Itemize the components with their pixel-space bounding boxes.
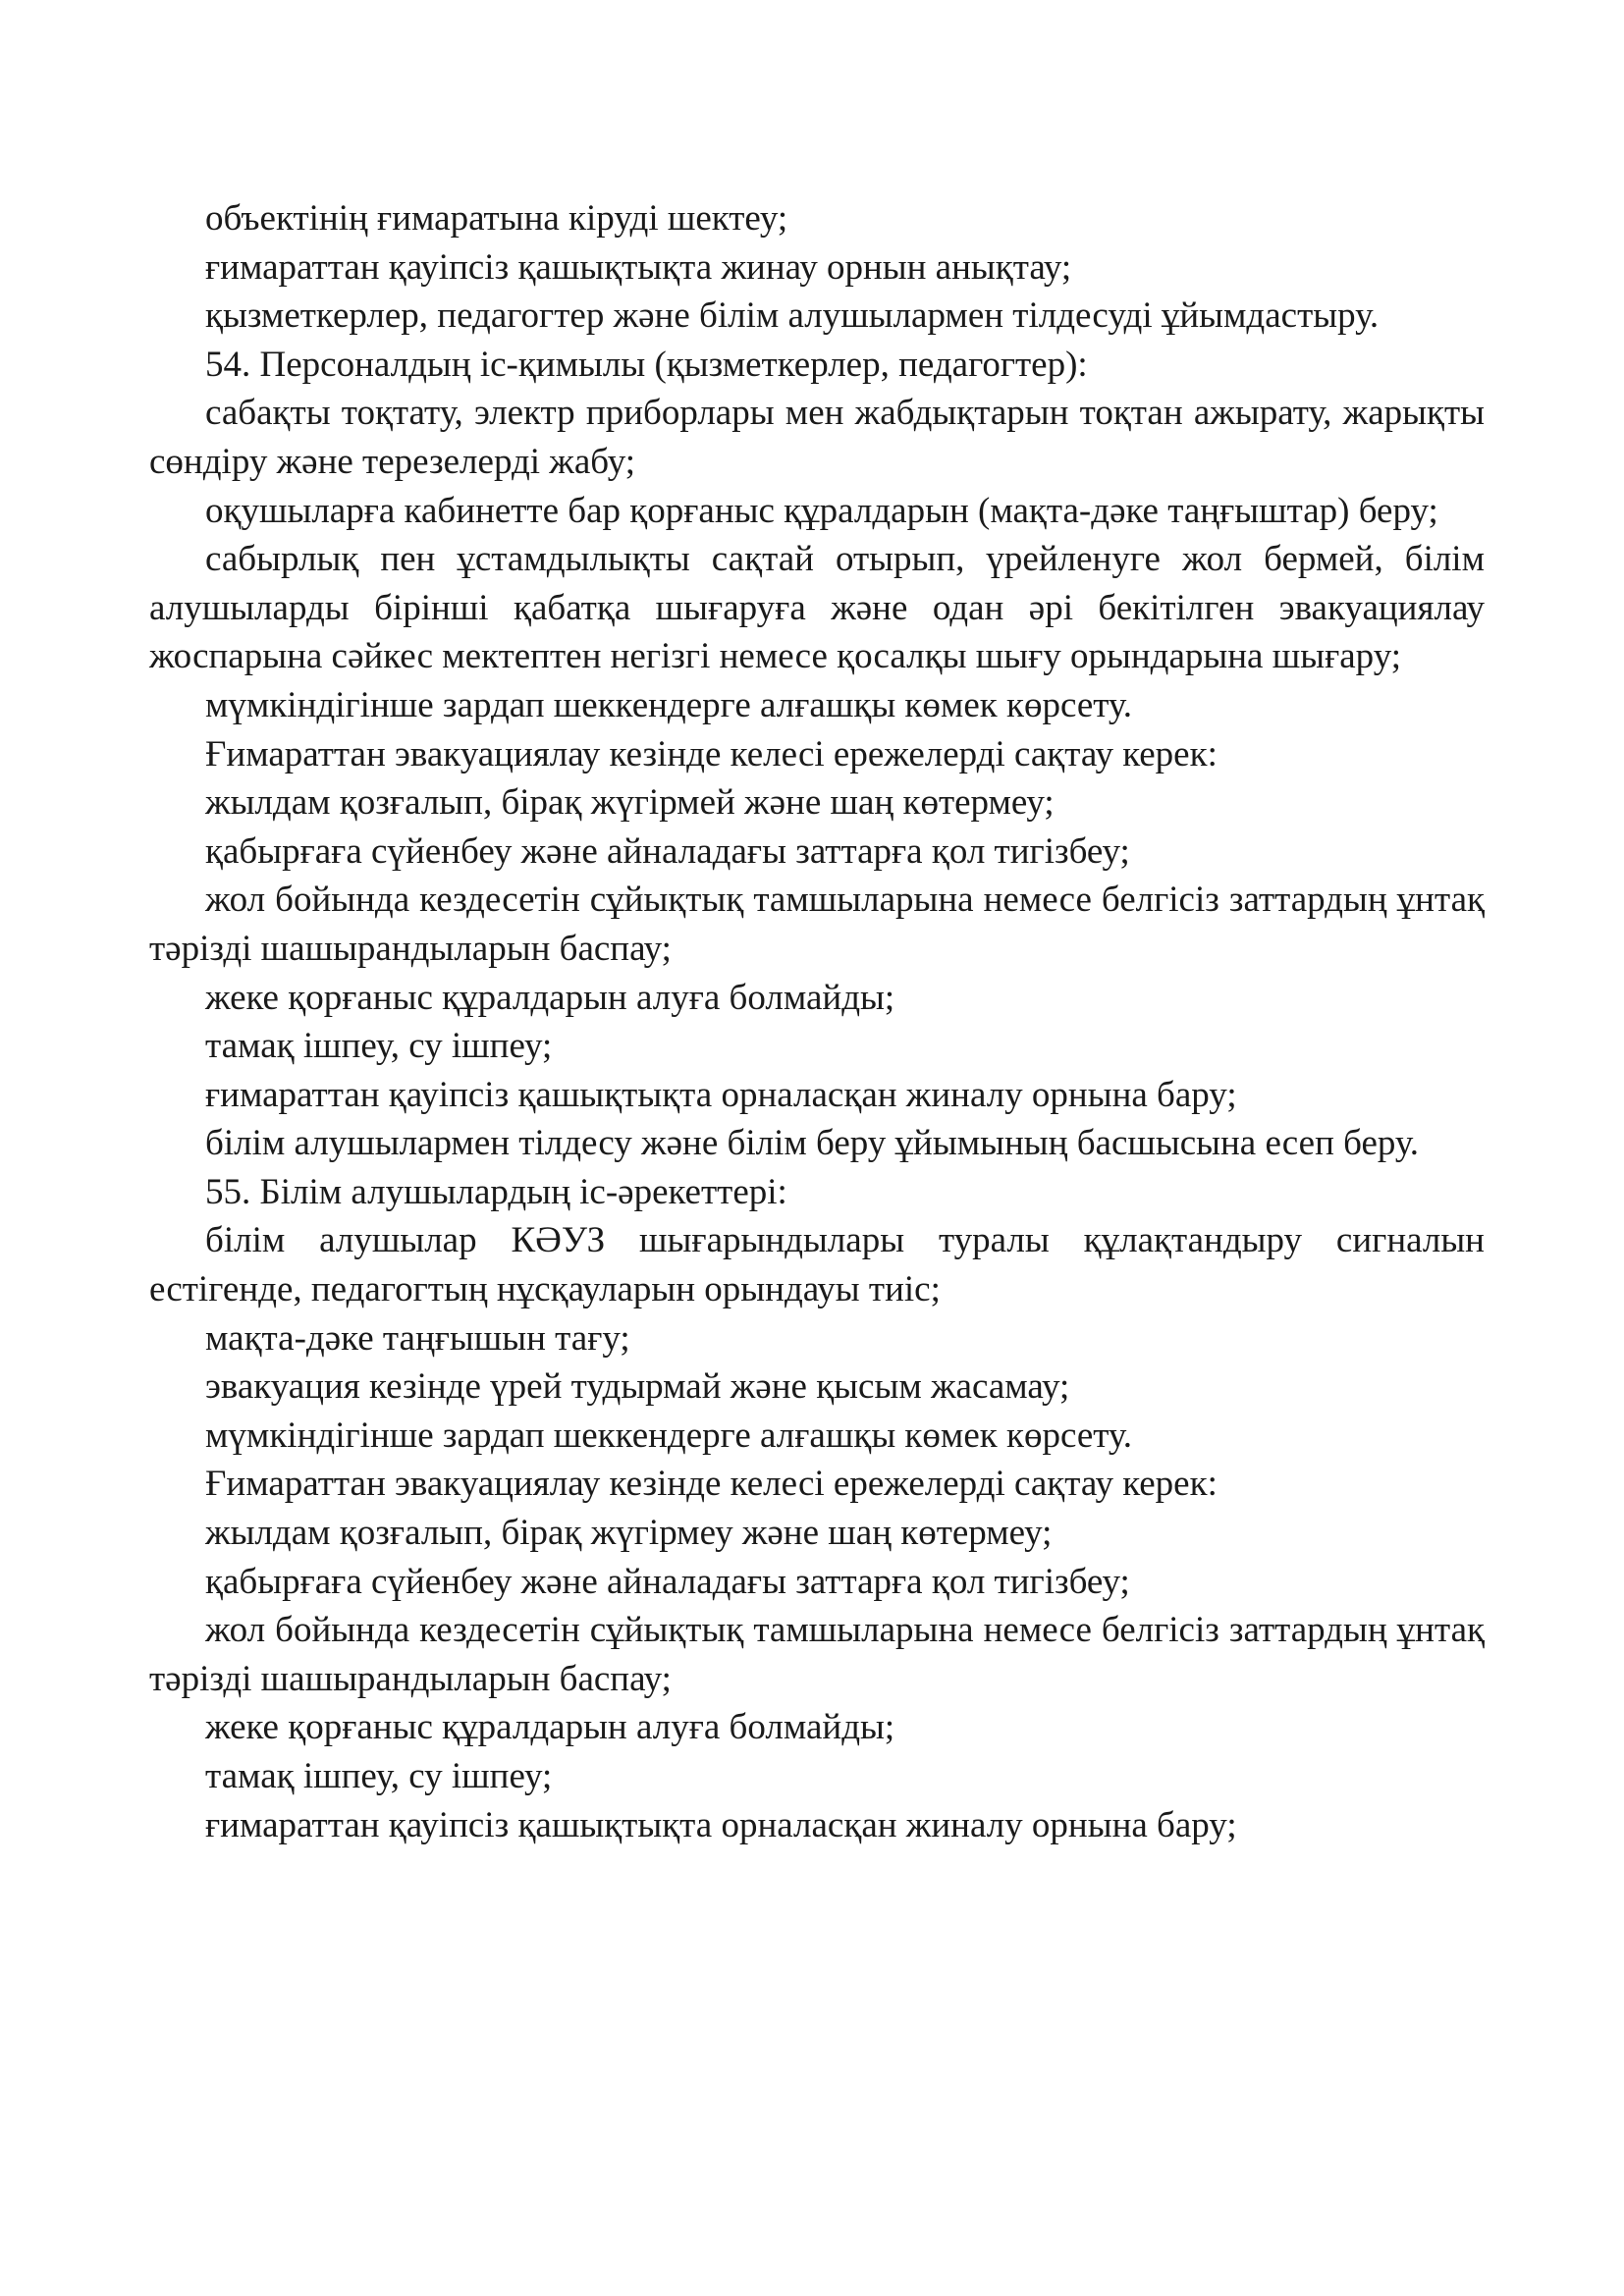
paragraph-18: білім алушылар КӘУЗ шығарындылары туралы құлақтандыру сигналын естігенде, педагогтың нұсқауларын орындауы тиіс; — [149, 1220, 1485, 1310]
paragraph-16: білім алушылармен тілдесу және білім беру ұйымының басшысына есеп беру. — [205, 1123, 1419, 1164]
section-heading-54: 54. Персоналдың іс-қимылы (қызметкерлер, педагогтер): — [205, 344, 1088, 385]
paragraph-26: жеке қорғаныс құралдарын алуға болмайды; — [205, 1707, 895, 1748]
paragraph-20: эвакуация кезінде үрей тудырмай және қысым жасамау; — [205, 1366, 1070, 1408]
paragraph-28: ғимараттан қауіпсіз қашықтықта орналасқан жиналу орнына бару; — [205, 1804, 1237, 1845]
paragraph-3: қызметкерлер, педагогтер және білім алушылармен тілдесуді ұйымдастыру. — [205, 295, 1380, 337]
paragraph-8: мүмкіндігінше зардап шеккендерге алғашқы көмек көрсету. — [205, 684, 1132, 725]
paragraph-22: Ғимараттан эвакуациялау кезінде келесі ережелерді сақтау керек: — [205, 1464, 1218, 1505]
paragraph-27: тамақ ішпеу, су ішпеу; — [205, 1756, 553, 1796]
paragraph-6: оқушыларға кабинетте бар қорғаныс құралдарын (мақта-дәке таңғыштар) беру; — [205, 490, 1438, 531]
paragraph-15: ғимараттан қауіпсіз қашықтықта орналасқан жиналу орнына бару; — [205, 1074, 1237, 1115]
paragraph-2: ғимараттан қауіпсіз қашықтықта жинау орнын анықтау; — [205, 246, 1072, 288]
paragraph-7: сабырлық пен ұстамдылықты сақтай отырып, үрейленуге жол бермей, білім алушыларды бірінші қабатқа шығаруға және одан әрі бекітілген эвакуациялау жоспарына сәйкес мектептен негізгі немесе қосалқы шығу орындарына шығару; — [149, 539, 1485, 677]
paragraph-19: мақта-дәке таңғышын тағу; — [205, 1317, 630, 1359]
paragraph-13: жеке қорғаныс құралдарын алуға болмайды; — [205, 977, 895, 1018]
paragraph-10: жылдам қозғалып, бірақ жүгірмей және шаң көтермеу; — [205, 782, 1055, 824]
document-body — [149, 194, 1485, 1849]
paragraph-12: жол бойында кездесетін сұйықтық тамшыларына немесе белгісіз заттардың ұнтақ тәрізді шашырандыларын баспау; — [149, 880, 1485, 969]
paragraph-9: Ғимараттан эвакуациялау кезінде келесі ережелерді сақтау керек: — [205, 733, 1218, 774]
paragraph-24: қабырғаға сүйенбеу және айналадағы заттарға қол тигізбеу; — [205, 1561, 1130, 1602]
paragraph-21: мүмкіндігінше зардап шеккендерге алғашқы көмек көрсету. — [205, 1415, 1132, 1456]
paragraph-5: сабақты тоқтату, электр приборлары мен жабдықтарын тоқтан ажырату, жарықты сөндіру және терезелерді жабу; — [149, 393, 1485, 482]
section-heading-55: 55. Білім алушылардың іс-әрекеттері: — [205, 1171, 787, 1212]
paragraph-23: жылдам қозғалып, бірақ жүгірмеу және шаң көтермеу; — [205, 1513, 1053, 1554]
paragraph-1: объектінің ғимаратына кіруді шектеу; — [205, 198, 788, 239]
paragraph-11: қабырғаға сүйенбеу және айналадағы заттарға қол тигізбеу; — [205, 830, 1130, 872]
paragraph-25: жол бойында кездесетін сұйықтық тамшыларына немесе белгісіз заттардың ұнтақ тәрізді шашырандыларын баспау; — [149, 1610, 1485, 1699]
paragraph-14: тамақ ішпеу, су ішпеу; — [205, 1026, 553, 1067]
